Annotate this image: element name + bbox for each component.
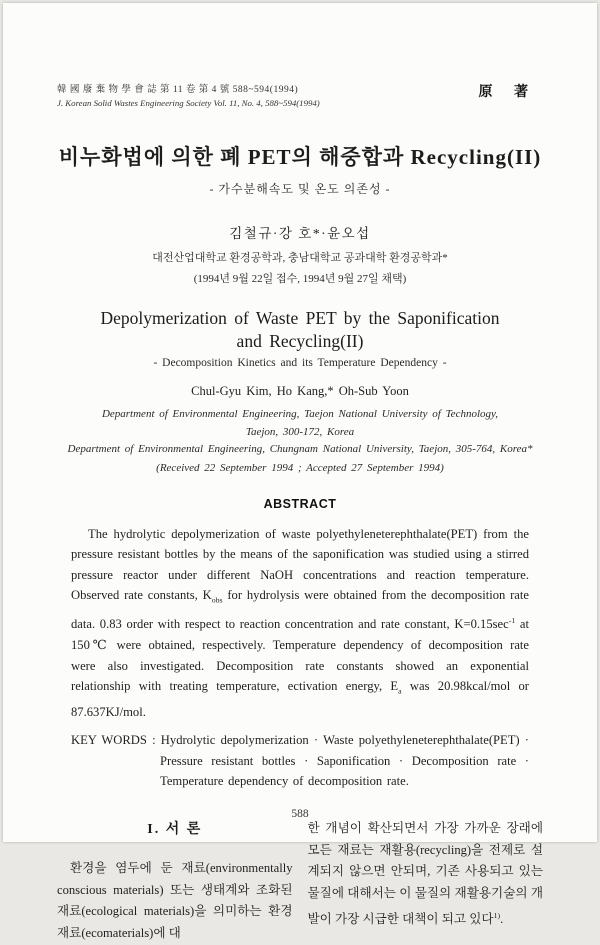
column-right bbox=[308, 818, 544, 945]
abstract-text-4: was 20.98kcal/mol or 87.637KJ/mol. bbox=[71, 679, 529, 720]
abstract-paragraph bbox=[71, 524, 529, 724]
affiliation-english-line2: Taejon, 300-172, Korea bbox=[245, 425, 355, 438]
section-1-right-text: 한 개념이 확산되면서 가장 가까운 장래에 모든 재료는 재활용(recycling)을 전제로 설계되지 않으면 안되며, 기존 사용되고 있는 물질에 대해서는 이 물질의 재활용기술의 개발이 가장 시급한 대책이 되고 있다 bbox=[307, 820, 543, 927]
abstract-text-2: for hydrolysis were obtained from the decomposition rate data. 0.83 order with respect to reaction concentration and rate constant, K=0.15sec bbox=[71, 588, 529, 632]
keywords-text: Hydrolytic depolymerization · Waste polyethyleneterephthalate(PET) · Pressure resistant bottles · Saponification · Decomposition rate · Temperature dependency of decomposition rate. bbox=[155, 733, 529, 789]
section-1-heading: I. 서 론 bbox=[147, 821, 203, 837]
received-accepted-dates: (Received 22 September 1994 ; Accepted 27 September 1994) bbox=[156, 461, 444, 474]
affiliations-english bbox=[57, 406, 543, 459]
abstract-subscript-kobs: obs bbox=[211, 595, 223, 605]
authors-korean: 김철규·강 호*·윤오섭 bbox=[229, 226, 371, 241]
column-left bbox=[57, 818, 293, 945]
page-number: 588 bbox=[291, 808, 309, 820]
article-type-label: 原 著 bbox=[478, 85, 537, 100]
paper-title-english-line2: and Recycling(II) bbox=[236, 331, 364, 351]
paper-title-english bbox=[57, 307, 543, 353]
body-columns bbox=[57, 818, 543, 945]
journal-citation bbox=[57, 81, 320, 108]
abstract-text-1: The hydrolytic depolymerization of waste polyethyleneterephthalate(PET) from the pressure resistant bottles by the means of the saponification was studied using a stirred pressure reactor under different NaOH concentrations and reaction temperature. Observed rate constants, K bbox=[71, 526, 529, 603]
abstract-text-3: at 150℃ were obtained, respectively. Temperature dependency of decomposition rate were also investigated. Decomposition rate constants showed an exponential relationship with treating temperature, ectivation energy, E bbox=[71, 617, 529, 694]
section-1-paragraph-right bbox=[308, 818, 544, 931]
affiliation-korean: 대전산업대학교 환경공학과, 충남대학교 공과대학 환경공학과* bbox=[152, 252, 448, 264]
footnote-reference-1: 1) bbox=[493, 911, 501, 921]
paper-page bbox=[3, 3, 597, 941]
section-1-right-period: . bbox=[500, 912, 504, 927]
abstract-subscript-ea: a bbox=[398, 686, 402, 696]
submission-dates-korean: (1994년 9월 22일 접수, 1994년 9월 27일 채택) bbox=[193, 273, 407, 285]
journal-citation-korean: 韓 國 廢 棄 物 學 會 誌 第 11 卷 第 4 號 588~594(1994) bbox=[57, 85, 299, 95]
section-1-paragraph-left: 환경을 염두에 둔 재료(environmentally conscious materials) 또는 생태계와 조화된 재료(ecological materials)을 의미하는 환경재료(ecomaterials)에 대 bbox=[57, 860, 293, 941]
paper-title-korean: 비누화법에 의한 폐 PET의 해중합과 Recycling(II) bbox=[58, 145, 542, 169]
paper-subtitle-korean: - 가수분해속도 및 온도 의존성 - bbox=[209, 182, 391, 196]
abstract-superscript-exponent: -1 bbox=[508, 616, 516, 626]
keywords-label: KEY WORDS : bbox=[71, 733, 156, 748]
journal-header bbox=[57, 81, 543, 108]
journal-citation-english: J. Korean Solid Wastes Engineering Society Vol. 11, No. 4, 588~594(1994) bbox=[57, 98, 320, 108]
keywords-paragraph bbox=[71, 730, 529, 792]
paper-subtitle-english: - Decomposition Kinetics and its Temperature Dependency - bbox=[153, 357, 447, 369]
affiliation-english-line1: Department of Environmental Engineering, Taejon National University of Technology, bbox=[101, 408, 499, 420]
authors-english: Chul-Gyu Kim, Ho Kang,* Oh-Sub Yoon bbox=[191, 384, 409, 398]
abstract-heading: ABSTRACT bbox=[263, 496, 337, 511]
affiliation-english-line3: Department of Environmental Engineering, Chungnam National University, Taejon, 305-764, Korea* bbox=[67, 443, 533, 455]
paper-title-english-line1: Depolymerization of Waste PET by the Saponification bbox=[100, 308, 500, 328]
